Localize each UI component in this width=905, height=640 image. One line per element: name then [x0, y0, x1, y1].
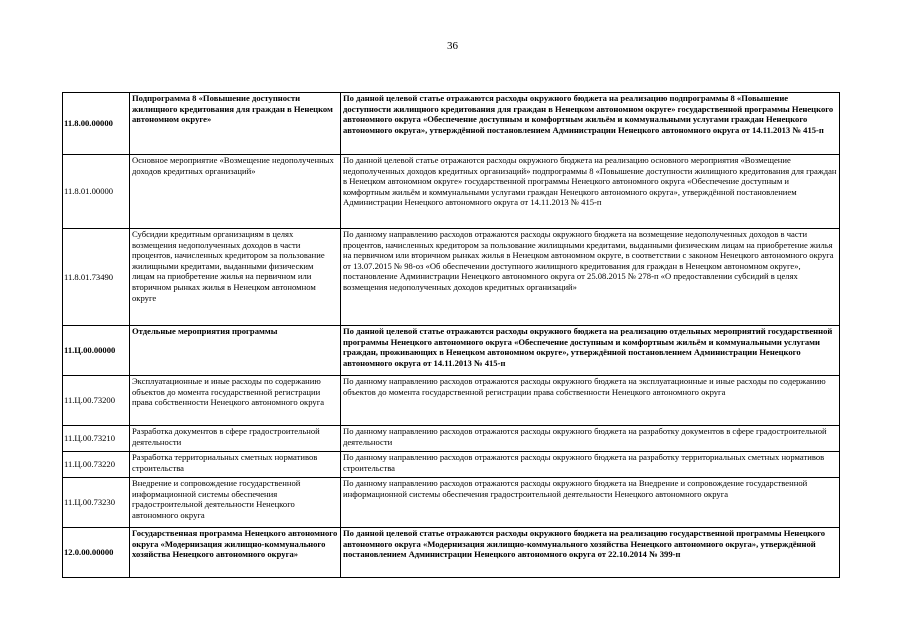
row-description: По данному направлению расходов отражаются расходы окружного бюджета на Внедрение и сопровождение государственной информационной системы обеспечения градостроительной деятельности Ненецкого автономного округа — [341, 478, 840, 528]
row-description: По данной целевой статье отражаются расходы окружного бюджета на реализацию государственной программы Ненецкого автономного округа «Модернизация жилищно-коммунального хозяйства Ненецкого автономного округа», утверждённой постановлением Администрации Ненецкого автономного округа от 22.10.2014 № 399-п — [341, 528, 840, 578]
row-code: 11.8.01.00000 — [63, 155, 130, 229]
table-row — [63, 155, 840, 229]
table-row — [63, 229, 840, 326]
table-row — [63, 452, 840, 478]
table-row — [63, 528, 840, 578]
row-code: 11.8.01.73490 — [63, 229, 130, 326]
row-name: Государственная программа Ненецкого автономного округа «Модернизация жилищно-коммунального хозяйства Ненецкого автономного округа» — [130, 528, 341, 578]
row-name: Подпрограмма 8 «Повышение доступности жилищного кредитования для граждан в Ненецком автономном округе» — [130, 93, 341, 155]
row-description: По данной целевой статье отражаются расходы окружного бюджета на реализацию основного мероприятия «Возмещение недополученных доходов кредитных организаций» подпрограммы 8 «Повышение доступности жилищного кредитования для граждан в Ненецком автономном округе» государственной программы Ненецкого автономного округа «Обеспечение доступным и комфортным жильём и коммунальными услугами граждан Ненецкого автономного округа», утверждённой постановлением Администрации Ненецкого автономного округа от 14.11.2013 № 415-п — [341, 155, 840, 229]
table-row — [63, 426, 840, 452]
row-name: Отдельные мероприятия программы — [130, 326, 341, 376]
row-name: Субсидии кредитным организациям в целях возмещения недополученных доходов в части процентов, начисленных кредитором за пользование жилищными кредитами, выданными физическим лицам на приобретение жилья на первичном или вторичном рынках жилья в Ненецком автономном округе — [130, 229, 341, 326]
row-name: Эксплуатационные и иные расходы по содержанию объектов до момента государственной регистрации права собственности Ненецкого автономного округа — [130, 376, 341, 426]
row-code: 11.8.00.00000 — [63, 93, 130, 155]
table-row — [63, 376, 840, 426]
row-description: По данному направлению расходов отражаются расходы окружного бюджета на разработку документов в сфере градостроительной деятельности — [341, 426, 840, 452]
row-code: 12.0.00.00000 — [63, 528, 130, 578]
page-number: 36 — [447, 40, 458, 52]
row-description: По данному направлению расходов отражаются расходы окружного бюджета на разработку территориальных сметных нормативов строительства — [341, 452, 840, 478]
table-row — [63, 326, 840, 376]
row-description: По данному направлению расходов отражаются расходы окружного бюджета на возмещение недополученных доходов в части процентов, начисленных кредитором за пользование жилищными кредитами, выданными физическим лицам на приобретение жилья на первичном или вторичном рынках жилья в Ненецком автономном округе, в соответствии с законом Ненецкого автономного округа от 13.07.2015 № 98-оз «Об обеспечении доступного жилищного кредитования для граждан в Ненецком автономном округе», постановление Администрации Ненецкого автономного округа от 25.08.2015 № 278-п «О предоставлении субсидий в целях возмещения недополученных доходов кредитных организаций» — [341, 229, 840, 326]
budget-classification-table — [62, 92, 840, 578]
row-code: 11.Ц.00.73210 — [63, 426, 130, 452]
row-description: По данному направлению расходов отражаются расходы окружного бюджета на эксплуатационные и иные расходы по содержанию объектов до момента государственной регистрации права собственности Ненецкого автономного округа — [341, 376, 840, 426]
row-code: 11.Ц.00.73220 — [63, 452, 130, 478]
row-description: По данной целевой статье отражаются расходы окружного бюджета на реализацию отдельных мероприятий государственной программы Ненецкого автономного округа «Обеспечение доступным и комфортным жильём и коммунальными услугами граждан, проживающих в Ненецком автономном округе», утверждённой постановлением Администрации Ненецкого автономного округа от 14.11.2013 № 415-п — [341, 326, 840, 376]
row-name: Разработка территориальных сметных нормативов строительства — [130, 452, 341, 478]
row-description: По данной целевой статье отражаются расходы окружного бюджета на реализацию подпрограммы 8 «Повышение доступности жилищного кредитования для граждан в Ненецком автономном округе» государственной программы Ненецкого автономного округа «Обеспечение доступным и комфортным жильём и коммунальными услугами граждан Ненецкого автономного округа», утверждённой постановлением Администрации Ненецкого автономного округа от 14.11.2013 № 415-п — [341, 93, 840, 155]
row-name: Разработка документов в сфере градостроительной деятельности — [130, 426, 341, 452]
table-row — [63, 478, 840, 528]
row-code: 11.Ц.00.73230 — [63, 478, 130, 528]
table-row — [63, 93, 840, 155]
row-code: 11.Ц.00.00000 — [63, 326, 130, 376]
row-code: 11.Ц.00.73200 — [63, 376, 130, 426]
row-name: Основное мероприятие «Возмещение недополученных доходов кредитных организаций» — [130, 155, 341, 229]
row-name: Внедрение и сопровождение государственной информационной системы обеспечения градостроительной деятельности Ненецкого автономного округа — [130, 478, 341, 528]
